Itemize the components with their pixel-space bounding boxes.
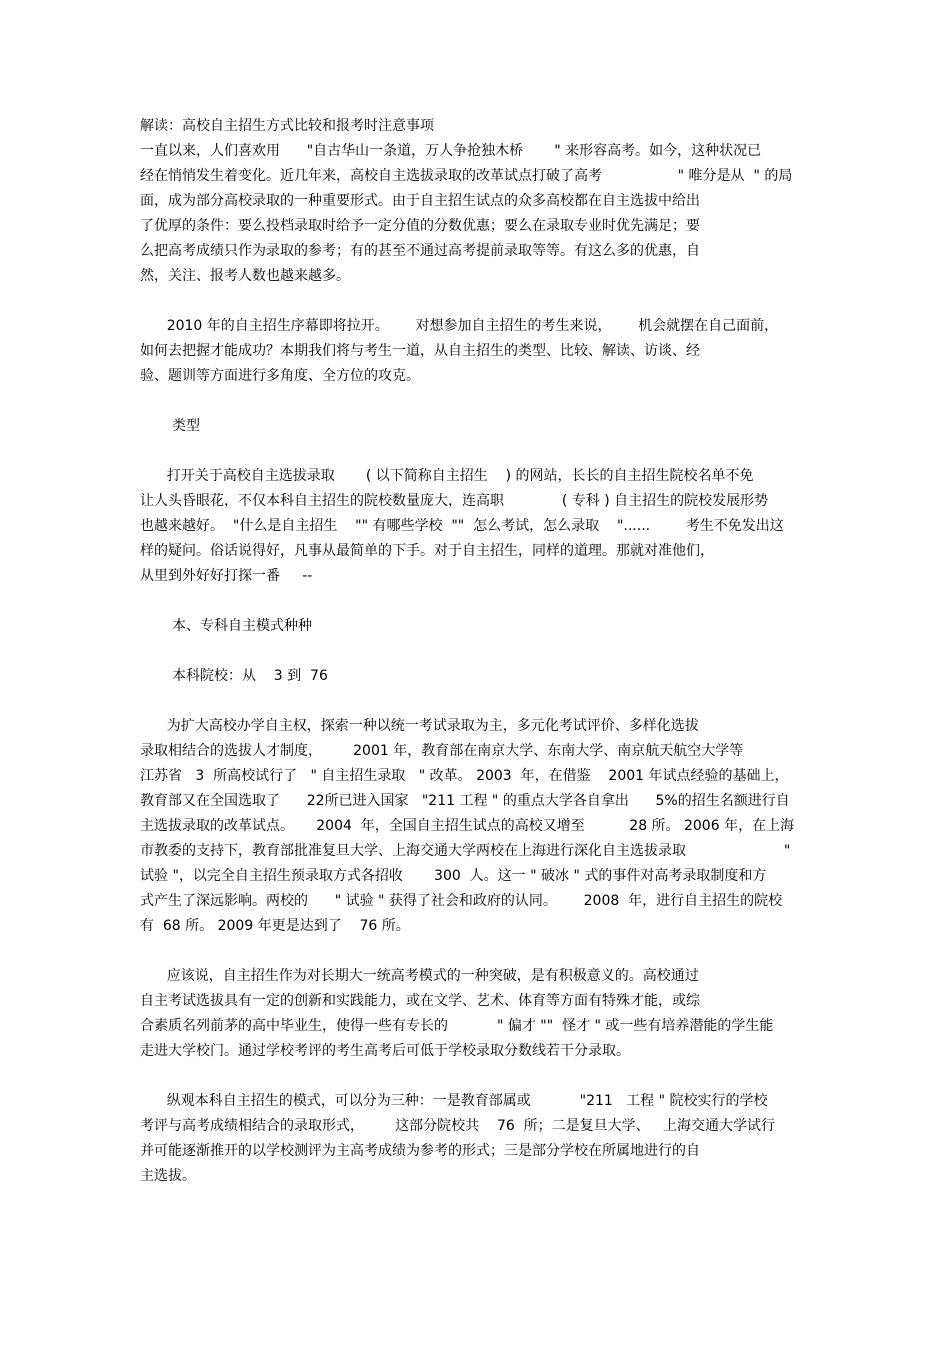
paragraph-line: 教育部又在全国选取了 22所已进入国家 "211 工程 " 的重点大学各自拿出 5%的招生名额进行自	[140, 793, 790, 809]
paragraph-line: 录取相结合的选拔人才制度， 2001 年，教育部在南京大学、东南大学、南京航天航空大学等	[140, 743, 744, 759]
paragraph	[140, 1089, 820, 1189]
paragraph-line: 主选拔录取的改革试点。 2004 年，全国自主招生试点的高校又增至 28 所。 2006 年，在上海	[140, 818, 795, 834]
section-heading	[140, 614, 820, 639]
paragraph-line: 然，关注、报考人数也越来越多。	[140, 268, 350, 284]
paragraph-spacer	[140, 589, 820, 614]
heading-text: 类型	[172, 418, 200, 434]
paragraph-line: 走进大学校门。通过学校考评的考生高考后可低于学校录取分数线若干分录取。	[140, 1043, 630, 1059]
paragraph-spacer	[140, 639, 820, 664]
paragraph-line: 自主考试选拔具有一定的创新和实践能力，或在文学、艺术、体育等方面有特殊才能，或综	[140, 993, 700, 1009]
paragraph	[140, 714, 820, 939]
heading-text: 本、专科自主模式种种	[172, 618, 312, 634]
section-heading	[140, 664, 820, 689]
paragraph-line: 从里到外好好打探一番 --	[140, 568, 313, 584]
section-heading	[140, 414, 820, 439]
paragraph-line: 了优厚的条件：要么投档录取时给予一定分值的分数优惠；要么在录取专业时优先满足；要	[140, 218, 700, 234]
paragraph-line: 打开关于高校自主选拔录取 ( 以下简称自主招生 ) 的网站，长长的自主招生院校名单不免	[140, 468, 754, 484]
paragraph-spacer	[140, 689, 820, 714]
paragraph-spacer	[140, 439, 820, 464]
paragraph-line: 纵观本科自主招生的模式，可以分为三种：一是教育部属或 "211 工程 " 院校实行的学校	[140, 1093, 768, 1109]
paragraph-spacer	[140, 939, 820, 964]
paragraph-spacer	[140, 1064, 820, 1089]
paragraph-line: 验、题训等方面进行多角度、全方位的攻克。	[140, 368, 420, 384]
paragraph-line: 主选拔。	[140, 1168, 196, 1184]
paragraph-line: 并可能逐渐推开的以学校测评为主高考成绩为参考的形式；三是部分学校在所属地进行的自	[140, 1143, 700, 1159]
paragraph-line: 式产生了深远影响。两校的 " 试验 " 获得了社会和政府的认同。 2008 年，进行自主招生的院校	[140, 893, 783, 909]
paragraph	[140, 139, 820, 289]
paragraph-line: 为扩大高校办学自主权，探索一种以统一考试录取为主，多元化考试评价、多样化选拔	[140, 718, 699, 734]
paragraph-line: 也越来越好。 "什么是自主招生 "" 有哪些学校 "" 怎么考试，怎么录取 "...... 考生不免发出这	[140, 518, 784, 534]
paragraph-line: 经在悄悄发生着变化。近几年来，高校自主选拔录取的改革试点打破了高考 " 唯分是从 " 的局	[140, 168, 793, 184]
paragraph-spacer	[140, 389, 820, 414]
paragraph-line: 合素质名列前茅的高中毕业生，使得一些有专长的 " 偏才 "" 怪才 " 或一些有培养潜能的学生能	[140, 1018, 774, 1034]
paragraph	[140, 314, 820, 389]
paragraph-line: 有 68 所。 2009 年更是达到了 76 所。	[140, 918, 410, 934]
paragraph-line: 江苏省 3 所高校试行了 " 自主招生录取 " 改革。 2003 年，在借鉴 2001 年试点经验的基础上，	[140, 768, 789, 784]
paragraph-spacer	[140, 289, 820, 314]
heading-text: 本科院校：从 3 到 76	[172, 668, 328, 684]
document-title: 解读：高校自主招生方式比较和报考时注意事项	[140, 118, 434, 134]
paragraph-line: 样的疑问。俗话说得好，凡事从最简单的下手。对于自主招生，同样的道理。那就对准他们，	[140, 543, 714, 559]
paragraph-line: 面，成为部分高校录取的一种重要形式。由于自主招生试点的众多高校都在自主选拔中给出	[140, 193, 700, 209]
paragraph-line: 2010 年的自主招生序幕即将拉开。 对想参加自主招生的考生来说， 机会就摆在自己面前，	[140, 318, 779, 334]
document-body	[140, 114, 820, 1189]
paragraph-line: 么把高考成绩只作为录取的参考；有的甚至不通过高考提前录取等等。有这么多的优惠，自	[140, 243, 700, 259]
paragraph	[140, 964, 820, 1064]
paragraph	[140, 464, 820, 589]
paragraph-line: 一直以来，人们喜欢用 "自古华山一条道，万人争抢独木桥 " 来形容高考。如今，这种状况已	[140, 143, 762, 159]
paragraph-line: 考评与高考成绩相结合的录取形式， 这部分院校共 76 所；二是复旦大学、 上海交通大学试行	[140, 1118, 776, 1134]
paragraph-line: 市教委的支持下，教育部批准复旦大学、上海交通大学两校在上海进行深化自主选拔录取 "	[140, 843, 791, 859]
paragraph-line: 如何去把握才能成功？本期我们将与考生一道，从自主招生的类型、比较、解读、访谈、经	[140, 343, 700, 359]
paragraph-line: 试验 "，以完全自主招生预录取方式各招收 300 人。这一 " 破冰 " 式的事件对高考录取制度和方	[140, 868, 767, 884]
paragraph-line: 应该说，自主招生作为对长期大一统高考模式的一种突破，是有积极意义的。高校通过	[140, 968, 699, 984]
paragraph-line: 让人头昏眼花，不仅本科自主招生的院校数量庞大，连高职 ( 专科 ) 自主招生的院校发展形势	[140, 493, 769, 509]
